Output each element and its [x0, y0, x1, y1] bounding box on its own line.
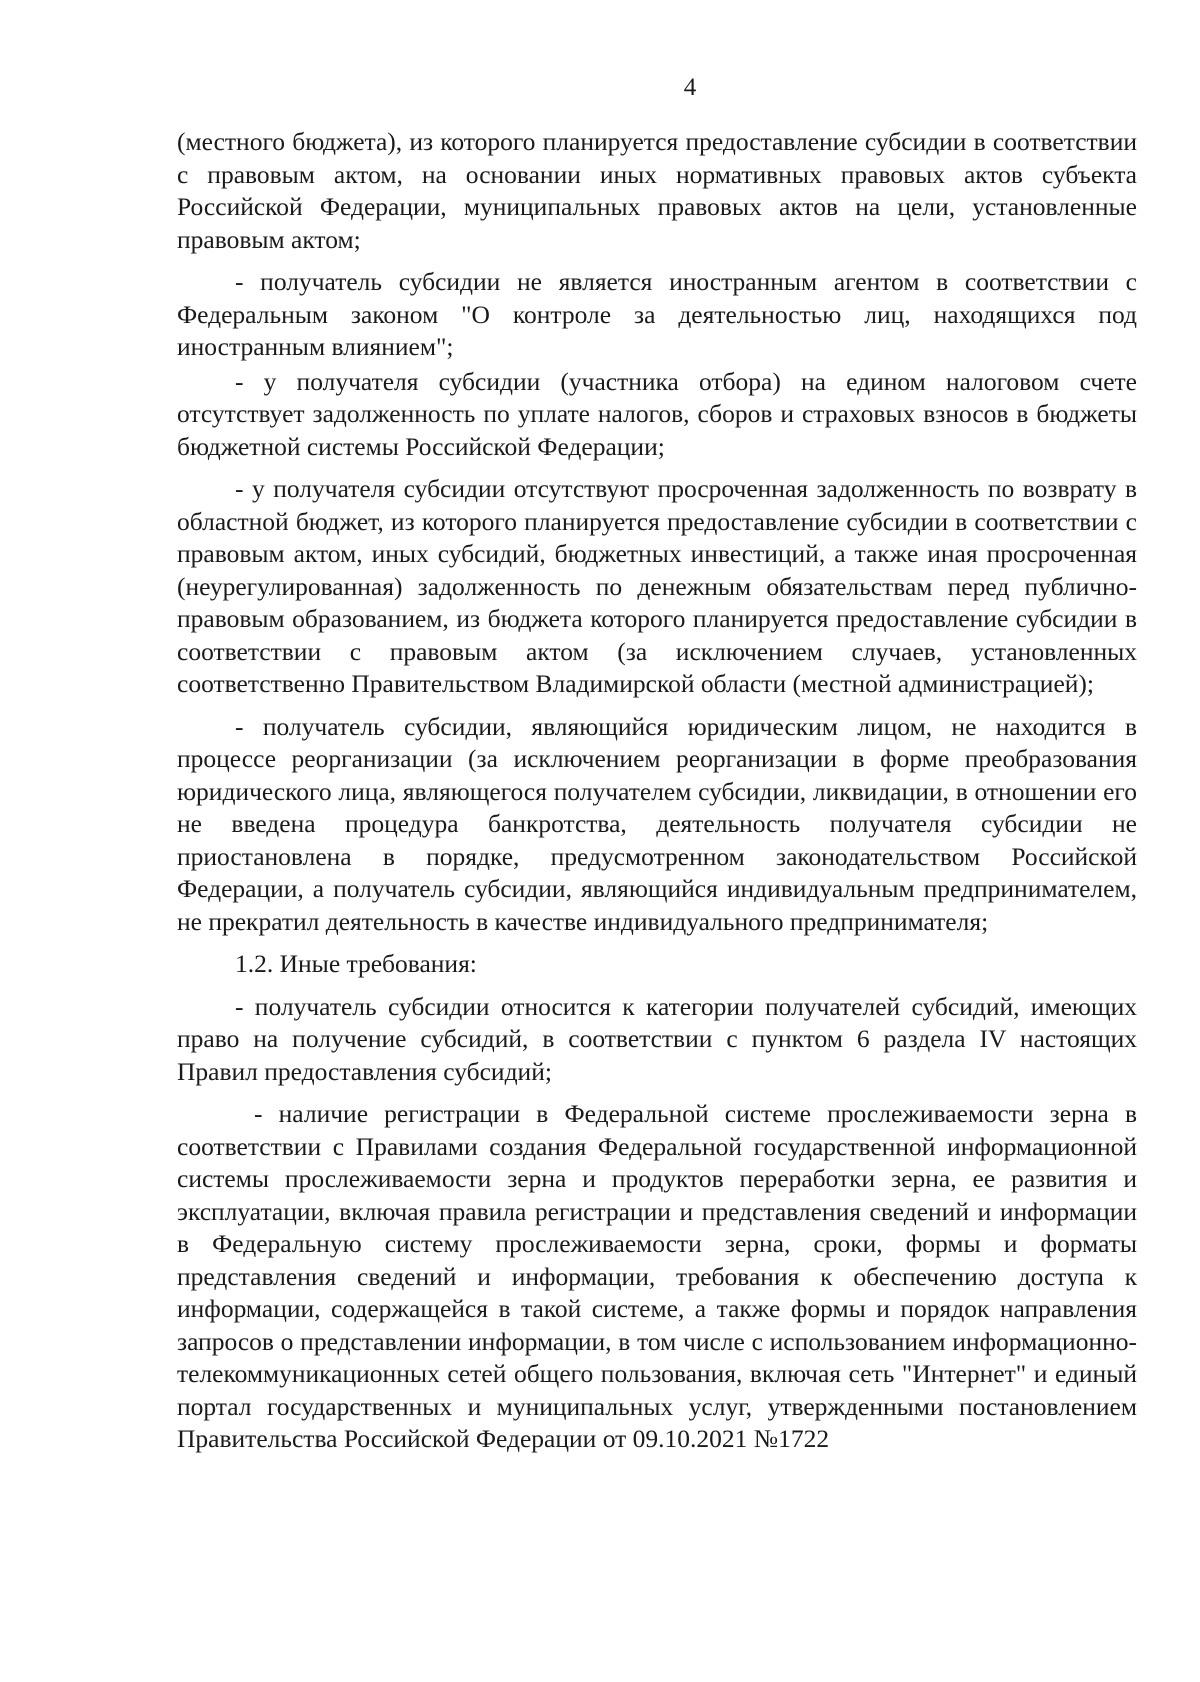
paragraph-foreign-agent: - получатель субсидии не является иностранным агентом в соответствии с Федеральным законом "О контроле за деятельностью лиц, находящихся под иностранным влиянием";	[177, 267, 1137, 361]
paragraph-overdue-debt: - у получателя субсидии отсутствуют просроченная задолженность по возврату в областной бюджет, из которого планируется предоставление субсидии в соответствии с правовым актом, иных субсидий, бюджетных инвестиций, а также иная просроченная (неурегулированная) задолженность по денежным обязательствам перед публично-правовым образованием, из бюджета которого планируется предоставление субсидии в соответствии с правовым актом (за исключением случаев, установленных соответственно Правительством Владимирской области (местной администрацией);	[177, 474, 1137, 698]
paragraph-continuation: (местного бюджета), из которого планируется предоставление субсидии в соответствии с правовым актом, на основании иных нормативных правовых актов субъекта Российской Федерации, муниципальных правовых актов на цели, установленные правовым актом;	[177, 127, 1137, 254]
page-number: 4	[683, 74, 697, 101]
section-heading-other-requirements: 1.2. Иные требования:	[235, 949, 477, 978]
paragraph-tax-debt: - у получателя субсидии (участника отбора) на едином налоговом счете отсутствует задолженность по уплате налогов, сборов и страховых взносов в бюджеты бюджетной системы Российской Федерации;	[177, 366, 1137, 461]
document-body	[177, 126, 1137, 1466]
paragraph-recipient-category: - получатель субсидии относится к категории получателей субсидий, имеющих право на получение субсидий, в соответствии с пунктом 6 раздела IV настоящих Правил предоставления субсидий;	[177, 991, 1137, 1086]
paragraph-grain-registration: - наличие регистрации в Федеральной системе прослеживаемости зерна в соответствии с Правилами создания Федеральной государственной информационной системы прослеживаемости зерна и продуктов переработки зерна, ее развития и эксплуатации, включая правила регистрации и представления сведений и информации в Федеральную систему прослеживаемости зерна, сроки, формы и форматы представления сведений и информации, требования к обеспечению доступа к информации, содержащейся в такой системе, а также формы и порядок направления запросов о представлении информации, в том числе с использованием информационно-телекоммуникационных сетей общего пользования, включая сеть "Интернет" и единый портал государственных и муниципальных услуг, утвержденными постановлением Правительства Российской Федерации от 09.10.2021 №1722	[177, 1099, 1137, 1453]
paragraph-reorganization: - получатель субсидии, являющийся юридическим лицом, не находится в процессе реорганизации (за исключением реорганизации в форме преобразования юридического лица, являющегося получателем субсидии, ликвидации, в отношении его не введена процедура банкротства, деятельность получателя субсидии не приостановлена в порядке, предусмотренном законодательством Российской Федерации, а получатель субсидии, являющийся индивидуальным предпринимателем, не прекратил деятельность в качестве индивидуального предпринимателя;	[177, 711, 1137, 936]
